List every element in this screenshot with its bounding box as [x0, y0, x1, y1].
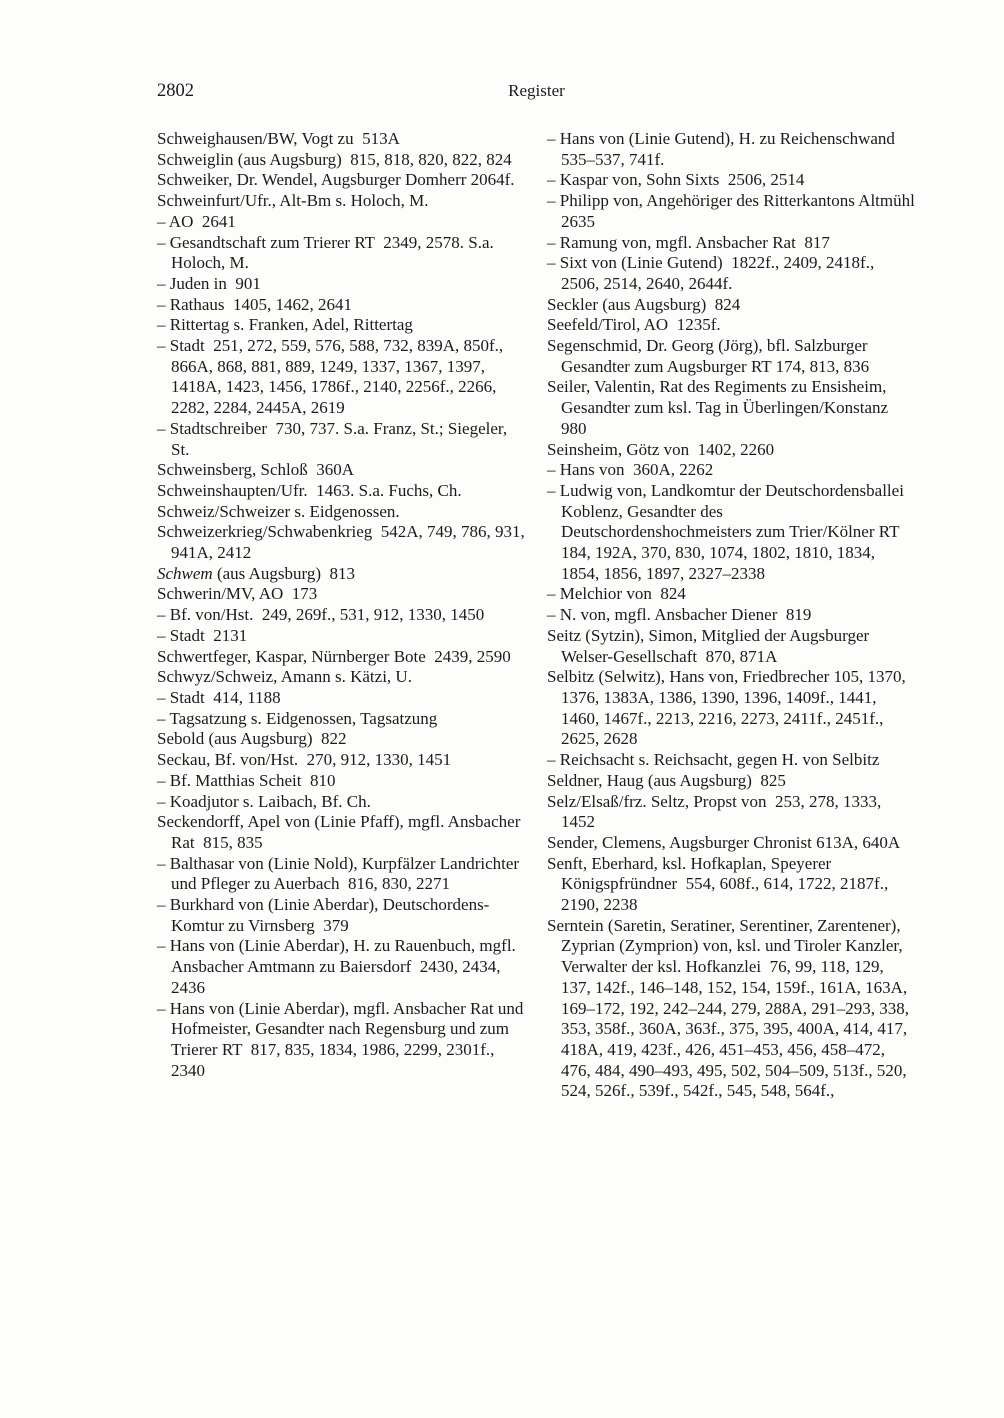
index-entry: – Ludwig von, Landkomtur der Deutschordensballei Koblenz, Gesandter des Deutschordenshochmeisters zum Trier/Kölner RT 184, 192A, 370, 830, 1074, 1802, 1810, 1834, 1854, 1856, 1897, 2327–2338	[547, 480, 909, 583]
index-entry: – Sixt von (Linie Gutend) 1822f., 2409, 2418f., 2506, 2514, 2640, 2644f.	[547, 253, 879, 293]
index-entry: Schweinsberg, Schloß 360A	[157, 460, 355, 480]
index-column-left	[157, 129, 530, 1081]
page-number: 2802	[157, 81, 194, 101]
index-entry: Seckau, Bf. von/Hst. 270, 912, 1330, 1451	[157, 750, 452, 770]
running-head	[157, 80, 916, 102]
index-entry: – Bf. von/Hst. 249, 269f., 531, 912, 1330, 1450	[157, 605, 485, 625]
index-entry: Schwyz/Schweiz, Amann s. Kätzi, U.	[157, 667, 412, 687]
index-entry: Seckendorff, Apel von (Linie Pfaff), mgfl. Ansbacher Rat 815, 835	[157, 812, 525, 852]
index-entry: – Balthasar von (Linie Nold), Kurpfälzer Landrichter und Pfleger zu Auerbach 816, 830, 2271	[157, 853, 524, 894]
index-columns	[157, 129, 924, 1102]
index-entry: – Philipp von, Angehöriger des Ritterkantons Altmühl 2635	[547, 191, 924, 231]
index-entry: Selbitz (Selwitz), Hans von, Friedbrecher 105, 1370, 1376, 1383A, 1386, 1390, 1396, 1409f., 1441, 1460, 1467f., 2213, 2216, 2273, 2411f., 2451f., 2625, 2628	[547, 667, 911, 749]
index-entry: – Stadt 414, 1188	[157, 687, 281, 707]
index-entry: Seinsheim, Götz von 1402, 2260	[547, 439, 775, 459]
index-entry: – Hans von 360A, 2262	[547, 460, 714, 480]
index-entry: – Kaspar von, Sohn Sixts 2506, 2514	[547, 170, 805, 190]
index-entry: Schweiz/Schweizer s. Eidgenossen.	[157, 501, 400, 521]
index-entry: Seitz (Sytzin), Simon, Mitglied der Augsburger Welser-Gesellschaft 870, 871A	[547, 625, 874, 666]
index-entry: – Stadtschreiber 730, 737. S.a. Franz, St.; Siegeler, St.	[157, 418, 512, 459]
running-header-title: Register	[508, 81, 565, 100]
index-entry: – Gesandtschaft zum Trierer RT 2349, 2578. S.a. Holoch, M.	[157, 232, 498, 273]
index-entry: Schwerin/MV, AO 173	[157, 584, 318, 604]
index-entry: – Stadt 2131	[157, 625, 248, 645]
index-entry: – Hans von (Linie Aberdar), H. zu Rauenbuch, mgfl. Ansbacher Amtmann zu Baiersdorf 2430, 2434, 2436	[157, 936, 520, 997]
index-entry: Seefeld/Tirol, AO 1235f.	[547, 315, 721, 335]
index-entry: Serntein (Saretin, Seratiner, Serentiner, Zarentener), Zyprian (Zymprion) von, ksl. und Tiroler Kanzler, Verwalter der ksl. Hofkanzlei 76, 99, 118, 129, 137, 142f., 146–148, 152, 154, 159f., 161A, 163A, 169–172, 192, 242–244, 279, 288A, 291–293, 338, 353, 358f., 360A, 363f., 375, 395, 400A, 414, 417, 418A, 419, 423f., 426, 451–453, 456, 458–472, 476, 484, 490–493, 495, 502, 504–509, 513f., 520, 524, 526f., 539f., 542f., 545, 548, 564f.,	[547, 915, 914, 1101]
index-entry: Sender, Clemens, Augsburger Chronist 613A, 640A	[547, 832, 901, 852]
index-entry: – Stadt 251, 272, 559, 576, 588, 732, 839A, 850f., 866A, 868, 881, 889, 1249, 1337, 1367, 1397, 1418A, 1423, 1456, 1786f., 2140, 2256f., 2266, 2282, 2284, 2445A, 2619	[157, 336, 508, 418]
index-entry: Schweiglin (aus Augsburg) 815, 818, 820, 822, 824	[157, 149, 512, 169]
index-entry: Selz/Elsaß/frz. Seltz, Propst von 253, 278, 1333, 1452	[547, 791, 886, 832]
index-entry: Seckler (aus Augsburg) 824	[547, 294, 741, 314]
index-entry: – Juden in 901	[157, 273, 261, 293]
index-entry-italic-headword: Schwem	[157, 563, 213, 583]
index-entry: Schweizerkrieg/Schwabenkrieg 542A, 749, 786, 931, 941A, 2412	[157, 522, 530, 563]
index-entry: – Rittertag s. Franken, Adel, Rittertag	[157, 315, 413, 335]
index-entry: – Hans von (Linie Gutend), H. zu Reichenschwand 535–537, 741f.	[547, 129, 904, 169]
index-column-right	[547, 129, 924, 1102]
index-entry: – Tagsatzung s. Eidgenossen, Tagsatzung	[157, 708, 438, 728]
index-entry: – Ramung von, mgfl. Ansbacher Rat 817	[547, 232, 830, 252]
index-entry: Seiler, Valentin, Rat des Regiments zu Ensisheim, Gesandter zum ksl. Tag in Überlingen/Konstanz 980	[547, 377, 897, 438]
index-entry: Sebold (aus Augsburg) 822	[157, 729, 347, 749]
index-entry: – Rathaus 1405, 1462, 2641	[157, 294, 353, 314]
index-entry: – Bf. Matthias Scheit 810	[157, 770, 336, 790]
index-entry: Senft, Eberhard, ksl. Hofkaplan, Speyerer Königspfründner 554, 608f., 614, 1722, 2187f., 2190, 2238	[547, 853, 893, 915]
index-entry: Schweiker, Dr. Wendel, Augsburger Domherr 2064f.	[157, 170, 515, 190]
index-entry: Segenschmid, Dr. Georg (Jörg), bfl. Salzburger Gesandter zum Augsburger RT 174, 813, 836	[547, 336, 872, 376]
index-entry: Schweinfurt/Ufr., Alt-Bm s. Holoch, M.	[157, 191, 429, 211]
index-entry: – Melchior von 824	[547, 584, 686, 604]
index-entry: Schwertfeger, Kaspar, Nürnberger Bote 2439, 2590	[157, 646, 511, 666]
index-entry: – Koadjutor s. Laibach, Bf. Ch.	[157, 791, 371, 811]
index-entry: – Reichsacht s. Reichsacht, gegen H. von Selbitz	[547, 750, 880, 770]
index-entry: Schweinshaupten/Ufr. 1463. S.a. Fuchs, Ch.	[157, 480, 462, 500]
index-entry: – N. von, mgfl. Ansbacher Diener 819	[547, 605, 812, 625]
index-entry: – Hans von (Linie Aberdar), mgfl. Ansbacher Rat und Hofmeister, Gesandter nach Regensburg und zum Trierer RT 817, 835, 1834, 1986, 2299, 2301f., 2340	[157, 998, 528, 1080]
index-entry: – AO 2641	[157, 211, 236, 231]
index-entry: Seldner, Haug (aus Augsburg) 825	[547, 770, 786, 790]
index-entry: – Burkhard von (Linie Aberdar), Deutschordens-Komtur zu Virnsberg 379	[157, 895, 490, 935]
index-entry: Schweighausen/BW, Vogt zu 513A	[157, 129, 400, 148]
index-entry: Schwem (aus Augsburg) 813	[157, 563, 356, 583]
